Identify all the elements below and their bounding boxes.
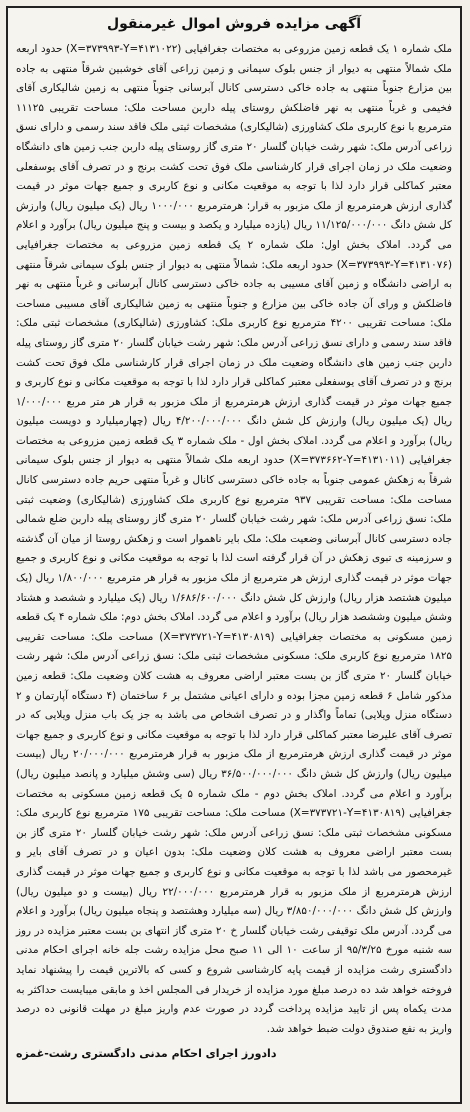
notice-body xyxy=(16,40,452,1039)
notice-paragraph: ملک شماره ۱ یک قطعه زمین مزروعی به مختصات جغرافیایی (X=۳۷۳۹۹۳-Y=۴۱۳۱۰۲۲) حدود اربعه ملک شمالاً منتهی به دیوار از جنس بلوک سیمانی و زمین زراعی آقای خوشبین شرقاً منتهی به جاده بین مزارع جنوباً منتهی به جاده خاکی دسترسی کانال آبرسانی جنوباً منتهی به زمین شالیکاری آقای فخیمی و غرباً منتهی به نهر فاضلکش روستای پیله داربن مساحت ملک: مساحت تقریبی ۱۱۱۲۵ مترمربع با نوع کاربری ملک کشاورزی (شالیکاری) مشخصات ثبتی ملک فاقد سند رسمی و دارای نسق زراعی آدرس ملک: شهر رشت خیابان گلسار ۲۰ متری گاز روستای پیله داربن جنب زمین های دانشگاه وضعیت ملک در زمان اجرای قرار کارشناسی ملک فوق تحت کشت برنج و در تصرف آقای یوسفعلی معتبر کماکلی قرار دارد لذا با توجه به موقعیت مکانی و نوع کاربری و جمیع جهات موثر در قیمت گذاری ارزش هرمترمربع از ملک مزبور به قرار: هرمترمربع ۱۰۰۰/۰۰۰ ریال (یک میلیون ریال) وارزش کل شش دانگ ۱۱/۱۲۵/۰۰۰/۰۰۰ ریال (یازده میلیارد و یکصد و بیست و پنج میلیون ریال) برآورد و اعلام می گردد. املاک بخش اول: ملک شماره ۲ یک قطعه زمین مزروعی به مختصات جغرافیایی (X=۳۷۳۹۹۳-Y=۴۱۳۱۰۷۶) حدود اربعه ملک: شمالاً منتهی به دیوار از جنس بلوک سیمانی شرقاً منتهی به اراضی دانشگاه و زمین آقای مسیبی به جاده خاکی دسترسی کانال آبرسانی و غرباً منتهی به نهر فاضلکش و ورای آن جاده خاکی بین مزارع و جنوباً منتهی به زمین شالیکاری آقای مسیبی مساحت ملک: مساحت تقریبی ۴۲۰۰ مترمربع نوع کاربری ملک: کشاورزی (شالیکاری) مشخصات ثبتی ملک: فاقد سند رسمی و دارای نسق زراعی آدرس ملک: شهر رشت خیابان گلسار ۲۰ متری گاز روستای پیله داربن جنب زمین های دانشگاه وضعیت ملک در زمان اجرای قرار کارشناسی ملک فوق تحت کشت برنج و در تصرف آقای یوسفعلی معتبر کماکلی قرار دارد لذا با توجه به موقعیت مکانی و نوع کاربری و جمیع جهات موثر در قیمت گذاری ارزش هرمترمربع از ملک مزبور به قرار هر متر مربع ۱/۰۰۰/۰۰۰ ریال (یک میلیون ریال) وارزش کل شش دانگ ۴/۲۰۰/۰۰۰/۰۰۰ ریال (چهارمیلیارد و دویست میلیون ریال) برآورد و اعلام می گردد. املاک بخش اول - ملک شماره ۳ یک قطعه زمین مزروعی به مختصات جغرافیایی (X=۳۷۳۶۶۲-Y=۴۱۳۱۰۱۱) حدود اربعه ملک شمالاً منتهی به دیوار از جنس بلوک سیمانی شرقاً به زهکش عمومی جنوباً به جاده خاکی دسترسی کانال و غرباً منتهی حریم جاده دسترسی کانال مساحت ملک: مساحت تقریبی ۹۳۷ مترمربع نوع کاربری ملک کشاورزی (شالیکاری) وضعیت ثبتی ملک: نسق زراعی آدرس ملک: شهر رشت خیابان گلسار ۲۰ متری گاز روستای پیله داربن ضلع شمالی جاده دسترسی کانال آبرسانی وضعیت ملک: ملک بایر ناهموار است و زهکش روستا از میان آن گذشته و سرزمینه ی تبوی زهکش در آن قرار گرفته است لذا با توجه به موقعیت مکانی و نوع کاربری و جمیع جهات موثر در قیمت گذاری ارزش هر مترمربع از ملک مزبور به قرار هر مترمربع ۱/۸۰۰/۰۰۰ ریال (یک میلیون هشتصد هزار ریال) وارزش کل شش دانگ ۱/۶۸۶/۶۰۰/۰۰۰ ریال (یک میلیارد و ششصد و هشتاد وشش میلیون وششصد هزار ریال) برآورد و اعلام می گردد. املاک بخش دوم: ملک شماره ۴ یک قطعه زمین مسکونی به مختصات جغرافیایی (X=۳۷۳۷۲۱-Y=۴۱۳۰۸۱۹) مساحت ملک: مساحت تقریبی ۱۸۲۵ مترمربع نوع کاربری ملک: مسکونی مشخصات ثبتی ملک: نسق زراعی آدرس ملک: شهر رشت خیابان گلسار ۲۰ متری گاز بن بست معتبر اراضی معروف به هشت کلان وضعیت ملک: قطعه زمین مذکور شامل ۶ قطعه زمین مجزا بوده و دارای اعیانی مشتمل بر ۶ ساختمان (۴ دستگاه آپارتمان و ۲ دستگاه منزل ویلایی) تماماً واگذار و در تصرف اشخاص می باشد به جز یک باب منزل ویلایی که در تصرف آقای علیرضا معتبر کماکلی قرار دارد لذا با توجه به موقعیت مکانی و نوع کاربری و جمیع جهات موثر در قیمت گذاری ارزش هرمترمربع از ملک مزبور به قرار هرمترمربع ۲۰/۰۰۰/۰۰۰ ریال (بیست میلیون ریال) وارزش کل شش دانگ ۳۶/۵۰۰/۰۰۰/۰۰۰ ریال (سی وشش میلیارد و پانصد میلیون ریال) برآورد و اعلام می گردد. املاک بخش دوم - ملک شماره ۵ یک قطعه زمین مسکونی به مختصات جغرافیایی (X=۳۷۳۷۲۱-Y=۴۱۳۰۸۱۹) مساحت ملک: مساحت تقریبی ۱۷۵ مترمربع نوع کاربری ملک: مسکونی مشخصات ثبتی ملک: نسق زراعی آدرس ملک: شهر رشت خیابان گلسار ۲۰ متری گاز بن بست معتبر اراضی معروف به هشت کلان وضعیت ملک: بدون اعیان و در تصرف آقای بایر و غیرمحصور می باشد لذا با توجه به موقعیت مکانی و نوع کاربری و جمیع جهات موثر در قیمت گذاری ارزش هرمترمربع از ملک مزبور به قرار هرمترمربع ۲۲/۰۰۰/۰۰۰ ریال (بیست و دو میلیون ریال) وارزش کل شش دانگ ۳/۸۵۰/۰۰۰/۰۰۰ ریال (سه میلیارد وهشتصد و پنجاه میلیون ریال) برآورد و اعلام می گردد. آدرس ملک توقیفی رشت خیابان گلسار خ ۲۰ متری گاز انتهای بن بست معتبر مزایده در روز سه شنبه مورخ ۹۵/۳/۲۵ از ساعت ۱۰ الی ۱۱ صبح محل مزایده رشت جله خانه اجرای احکام مدنی دادگستری رشت مزایده از قیمت پایه کارشناسی شروع و کسی که بالاترین قیمت را پیشنهاد نماید فروخته خواهد شد ده درصد مبلغ مورد مزایده از خریدار فی المجلس اخذ و مابقی میبایست حداکثر به مدت یکماه پس از تایید مزایده پرداخت گردد در صورت عدم واریز مبلغ در مهلت قانونی ده درصد واریز به نفع صندوق دولت ضبط خواهد شد. xyxy=(16,43,453,1035)
notice-signature: دادورز اجرای احکام مدنی دادگستری رشت-غمزه xyxy=(16,1047,277,1061)
auction-notice xyxy=(6,6,462,1104)
notice-title: آگهی مزایده فروش اموال غیرمنقول xyxy=(106,16,362,32)
